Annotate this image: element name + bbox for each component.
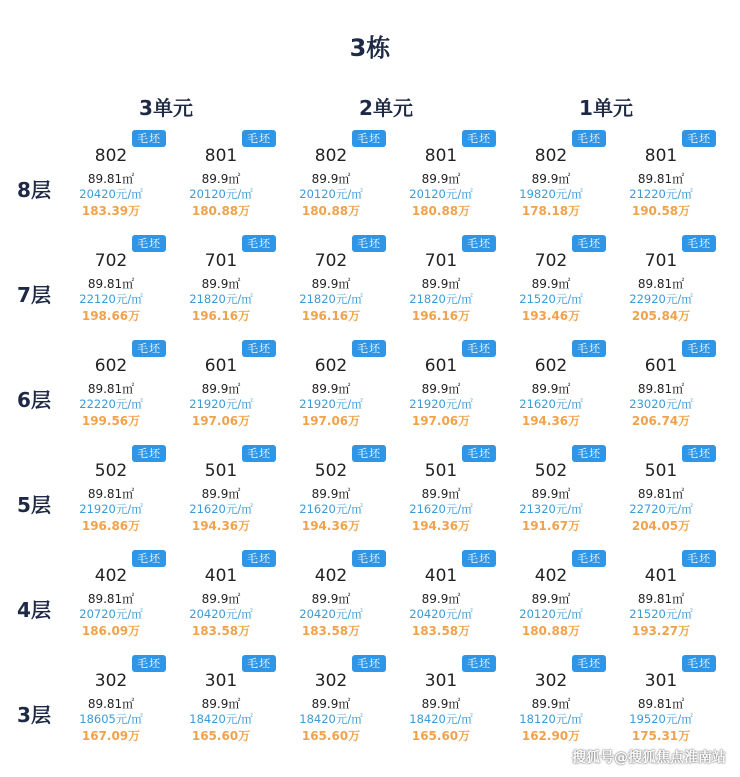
room-number: 402 (94, 566, 128, 586)
finish-badge: 毛坯 (242, 340, 276, 357)
room-area: 89.9㎡ (201, 382, 241, 396)
room-cell (56, 550, 166, 640)
unit-price: 21920元/㎡ (189, 397, 253, 411)
total-price: 183.58万 (191, 624, 251, 638)
room-area: 89.9㎡ (531, 172, 571, 186)
total-price: 206.74万 (631, 414, 691, 428)
room-cell (56, 340, 166, 430)
room-area: 89.9㎡ (421, 697, 461, 711)
total-price: 193.27万 (631, 624, 691, 638)
total-price: 194.36万 (191, 519, 251, 533)
unit-price: 23020元/㎡ (629, 397, 693, 411)
unit-price: 21220元/㎡ (629, 187, 693, 201)
room-area: 89.81㎡ (637, 382, 685, 396)
floor-label: 6层 (17, 388, 51, 412)
room-number: 501 (424, 461, 458, 481)
floor-label: 4层 (17, 598, 51, 622)
room-number: 402 (534, 566, 568, 586)
room-area: 89.81㎡ (87, 592, 135, 606)
room-number: 502 (94, 461, 128, 481)
unit-price: 21520元/㎡ (519, 292, 583, 306)
unit-price: 18120元/㎡ (519, 712, 583, 726)
room-cell (166, 550, 276, 640)
unit-price: 20120元/㎡ (299, 187, 363, 201)
room-number: 302 (314, 671, 348, 691)
room-number: 702 (534, 251, 568, 271)
room-cell (606, 235, 716, 325)
room-cell (166, 655, 276, 745)
finish-badge: 毛坯 (682, 445, 716, 462)
unit-price: 19520元/㎡ (629, 712, 693, 726)
room-number: 701 (204, 251, 238, 271)
unit-price: 18420元/㎡ (189, 712, 253, 726)
total-price: 193.46万 (521, 309, 581, 323)
finish-badge: 毛坯 (682, 340, 716, 357)
room-cell (276, 655, 386, 745)
room-area: 89.9㎡ (311, 487, 351, 501)
room-cell (166, 340, 276, 430)
room-area: 89.81㎡ (87, 277, 135, 291)
room-area: 89.9㎡ (531, 697, 571, 711)
room-cell (56, 235, 166, 325)
finish-badge: 毛坯 (572, 445, 606, 462)
room-cell (496, 130, 606, 220)
total-price: 196.16万 (191, 309, 251, 323)
total-price: 204.05万 (631, 519, 691, 533)
unit-price: 21620元/㎡ (189, 502, 253, 516)
total-price: 199.56万 (81, 414, 141, 428)
room-number: 401 (644, 566, 678, 586)
finish-badge: 毛坯 (242, 130, 276, 147)
finish-badge: 毛坯 (352, 130, 386, 147)
unit-price: 18420元/㎡ (409, 712, 473, 726)
room-area: 89.9㎡ (311, 697, 351, 711)
total-price: 197.06万 (411, 414, 471, 428)
room-cell (386, 445, 496, 535)
room-number: 502 (534, 461, 568, 481)
room-cell (606, 130, 716, 220)
total-price: 167.09万 (81, 729, 141, 743)
room-cell (386, 130, 496, 220)
room-cell (496, 655, 606, 745)
finish-badge: 毛坯 (352, 550, 386, 567)
floor-label: 3层 (17, 703, 51, 727)
room-number: 802 (94, 146, 128, 166)
room-area: 89.9㎡ (421, 487, 461, 501)
total-price: 194.36万 (521, 414, 581, 428)
total-price: 180.88万 (521, 624, 581, 638)
room-number: 802 (314, 146, 348, 166)
room-area: 89.9㎡ (421, 277, 461, 291)
watermark: 搜狐号@搜狐焦点淮南站 (572, 750, 726, 766)
room-area: 89.9㎡ (531, 487, 571, 501)
room-number: 602 (314, 356, 348, 376)
finish-badge: 毛坯 (462, 130, 496, 147)
room-area: 89.9㎡ (201, 592, 241, 606)
room-cell (386, 550, 496, 640)
unit-price: 21820元/㎡ (409, 292, 473, 306)
total-price: 205.84万 (631, 309, 691, 323)
finish-badge: 毛坯 (682, 550, 716, 567)
room-cell (606, 340, 716, 430)
unit-price: 20420元/㎡ (299, 607, 363, 621)
total-price: 197.06万 (301, 414, 361, 428)
room-area: 89.9㎡ (201, 697, 241, 711)
unit-price: 22720元/㎡ (629, 502, 693, 516)
unit-price: 21620元/㎡ (409, 502, 473, 516)
room-cell (56, 445, 166, 535)
total-price: 196.86万 (81, 519, 141, 533)
room-cell (56, 655, 166, 745)
room-number: 601 (204, 356, 238, 376)
finish-badge: 毛坯 (462, 340, 496, 357)
room-area: 89.9㎡ (311, 382, 351, 396)
room-number: 502 (314, 461, 348, 481)
floor-label: 5层 (17, 493, 51, 517)
finish-badge: 毛坯 (572, 235, 606, 252)
finish-badge: 毛坯 (352, 445, 386, 462)
room-number: 501 (644, 461, 678, 481)
finish-badge: 毛坯 (242, 445, 276, 462)
unit-price: 21820元/㎡ (189, 292, 253, 306)
room-cell (276, 130, 386, 220)
room-area: 89.9㎡ (311, 277, 351, 291)
finish-badge: 毛坯 (682, 130, 716, 147)
room-area: 89.81㎡ (637, 172, 685, 186)
room-area: 89.81㎡ (637, 592, 685, 606)
finish-badge: 毛坯 (462, 235, 496, 252)
room-area: 89.81㎡ (637, 277, 685, 291)
finish-badge: 毛坯 (462, 550, 496, 567)
total-price: 194.36万 (411, 519, 471, 533)
unit-price: 20120元/㎡ (519, 607, 583, 621)
room-area: 89.81㎡ (87, 382, 135, 396)
room-cell (386, 340, 496, 430)
finish-badge: 毛坯 (352, 235, 386, 252)
room-cell (496, 340, 606, 430)
room-number: 702 (314, 251, 348, 271)
total-price: 183.58万 (301, 624, 361, 638)
room-number: 401 (424, 566, 458, 586)
room-number: 801 (424, 146, 458, 166)
room-number: 802 (534, 146, 568, 166)
room-cell (276, 340, 386, 430)
page-title: 3栋 (349, 34, 391, 62)
room-area: 89.9㎡ (421, 592, 461, 606)
room-cell (166, 130, 276, 220)
room-cell (276, 235, 386, 325)
room-number: 301 (424, 671, 458, 691)
room-area: 89.9㎡ (311, 172, 351, 186)
room-number: 601 (644, 356, 678, 376)
total-price: 183.39万 (81, 204, 141, 218)
finish-badge: 毛坯 (682, 655, 716, 672)
unit-price: 21920元/㎡ (79, 502, 143, 516)
unit-price: 21620元/㎡ (519, 397, 583, 411)
unit-price: 19820元/㎡ (519, 187, 583, 201)
total-price: 196.16万 (411, 309, 471, 323)
room-cell (276, 445, 386, 535)
total-price: 190.58万 (631, 204, 691, 218)
finish-badge: 毛坯 (462, 655, 496, 672)
total-price: 196.16万 (301, 309, 361, 323)
total-price: 183.58万 (411, 624, 471, 638)
finish-badge: 毛坯 (572, 130, 606, 147)
unit-price: 20120元/㎡ (189, 187, 253, 201)
room-cell (276, 550, 386, 640)
room-cell (386, 655, 496, 745)
room-cell (606, 655, 716, 745)
finish-badge: 毛坯 (132, 235, 166, 252)
room-cell (166, 445, 276, 535)
unit-price: 21320元/㎡ (519, 502, 583, 516)
unit-price: 20420元/㎡ (189, 607, 253, 621)
unit-price: 21920元/㎡ (409, 397, 473, 411)
room-number: 302 (94, 671, 128, 691)
unit-price: 21820元/㎡ (299, 292, 363, 306)
room-number: 402 (314, 566, 348, 586)
unit-price: 18420元/㎡ (299, 712, 363, 726)
room-area: 89.9㎡ (421, 382, 461, 396)
finish-badge: 毛坯 (242, 655, 276, 672)
room-area: 89.9㎡ (201, 277, 241, 291)
room-number: 701 (644, 251, 678, 271)
unit-price: 21620元/㎡ (299, 502, 363, 516)
finish-badge: 毛坯 (352, 655, 386, 672)
unit-header-1: 1单元 (579, 96, 633, 120)
finish-badge: 毛坯 (572, 655, 606, 672)
room-cell (606, 445, 716, 535)
finish-badge: 毛坯 (132, 445, 166, 462)
room-number: 701 (424, 251, 458, 271)
finish-badge: 毛坯 (462, 445, 496, 462)
total-price: 178.18万 (521, 204, 581, 218)
room-area: 89.9㎡ (201, 172, 241, 186)
room-area: 89.9㎡ (531, 382, 571, 396)
total-price: 175.31万 (631, 729, 691, 743)
floor-label: 8层 (17, 178, 51, 202)
finish-badge: 毛坯 (572, 340, 606, 357)
room-number: 702 (94, 251, 128, 271)
room-area: 89.81㎡ (87, 172, 135, 186)
unit-price: 20420元/㎡ (79, 187, 143, 201)
finish-badge: 毛坯 (242, 235, 276, 252)
room-number: 602 (534, 356, 568, 376)
total-price: 165.60万 (411, 729, 471, 743)
room-number: 601 (424, 356, 458, 376)
room-number: 401 (204, 566, 238, 586)
unit-price: 20120元/㎡ (409, 187, 473, 201)
total-price: 180.88万 (301, 204, 361, 218)
room-number: 301 (204, 671, 238, 691)
unit-price: 20420元/㎡ (409, 607, 473, 621)
unit-header-3: 3单元 (139, 96, 193, 120)
finish-badge: 毛坯 (132, 655, 166, 672)
floor-label: 7层 (17, 283, 51, 307)
room-area: 89.81㎡ (637, 697, 685, 711)
total-price: 165.60万 (301, 729, 361, 743)
room-area: 89.9㎡ (531, 592, 571, 606)
total-price: 180.88万 (191, 204, 251, 218)
unit-price: 21920元/㎡ (299, 397, 363, 411)
total-price: 191.67万 (521, 519, 581, 533)
total-price: 194.36万 (301, 519, 361, 533)
room-number: 602 (94, 356, 128, 376)
unit-header-2: 2单元 (359, 96, 413, 120)
unit-price: 22120元/㎡ (79, 292, 143, 306)
finish-badge: 毛坯 (572, 550, 606, 567)
finish-badge: 毛坯 (242, 550, 276, 567)
room-area: 89.81㎡ (87, 487, 135, 501)
room-number: 301 (644, 671, 678, 691)
room-area: 89.9㎡ (311, 592, 351, 606)
room-cell (56, 130, 166, 220)
total-price: 198.66万 (81, 309, 141, 323)
room-number: 302 (534, 671, 568, 691)
unit-price: 22920元/㎡ (629, 292, 693, 306)
room-number: 501 (204, 461, 238, 481)
total-price: 186.09万 (81, 624, 141, 638)
total-price: 197.06万 (191, 414, 251, 428)
finish-badge: 毛坯 (352, 340, 386, 357)
room-area: 89.81㎡ (87, 697, 135, 711)
room-area: 89.9㎡ (421, 172, 461, 186)
finish-badge: 毛坯 (682, 235, 716, 252)
finish-badge: 毛坯 (132, 130, 166, 147)
room-cell (386, 235, 496, 325)
finish-badge: 毛坯 (132, 550, 166, 567)
total-price: 180.88万 (411, 204, 471, 218)
room-area: 89.9㎡ (531, 277, 571, 291)
total-price: 165.60万 (191, 729, 251, 743)
room-cell (496, 235, 606, 325)
room-area: 89.9㎡ (201, 487, 241, 501)
room-cell (496, 445, 606, 535)
finish-badge: 毛坯 (132, 340, 166, 357)
room-number: 801 (204, 146, 238, 166)
unit-price: 20720元/㎡ (79, 607, 143, 621)
room-area: 89.81㎡ (637, 487, 685, 501)
unit-price: 18605元/㎡ (79, 712, 143, 726)
room-cell (166, 235, 276, 325)
total-price: 162.90万 (521, 729, 581, 743)
room-number: 801 (644, 146, 678, 166)
unit-price: 21520元/㎡ (629, 607, 693, 621)
room-cell (606, 550, 716, 640)
room-cell (496, 550, 606, 640)
unit-price: 22220元/㎡ (79, 397, 143, 411)
